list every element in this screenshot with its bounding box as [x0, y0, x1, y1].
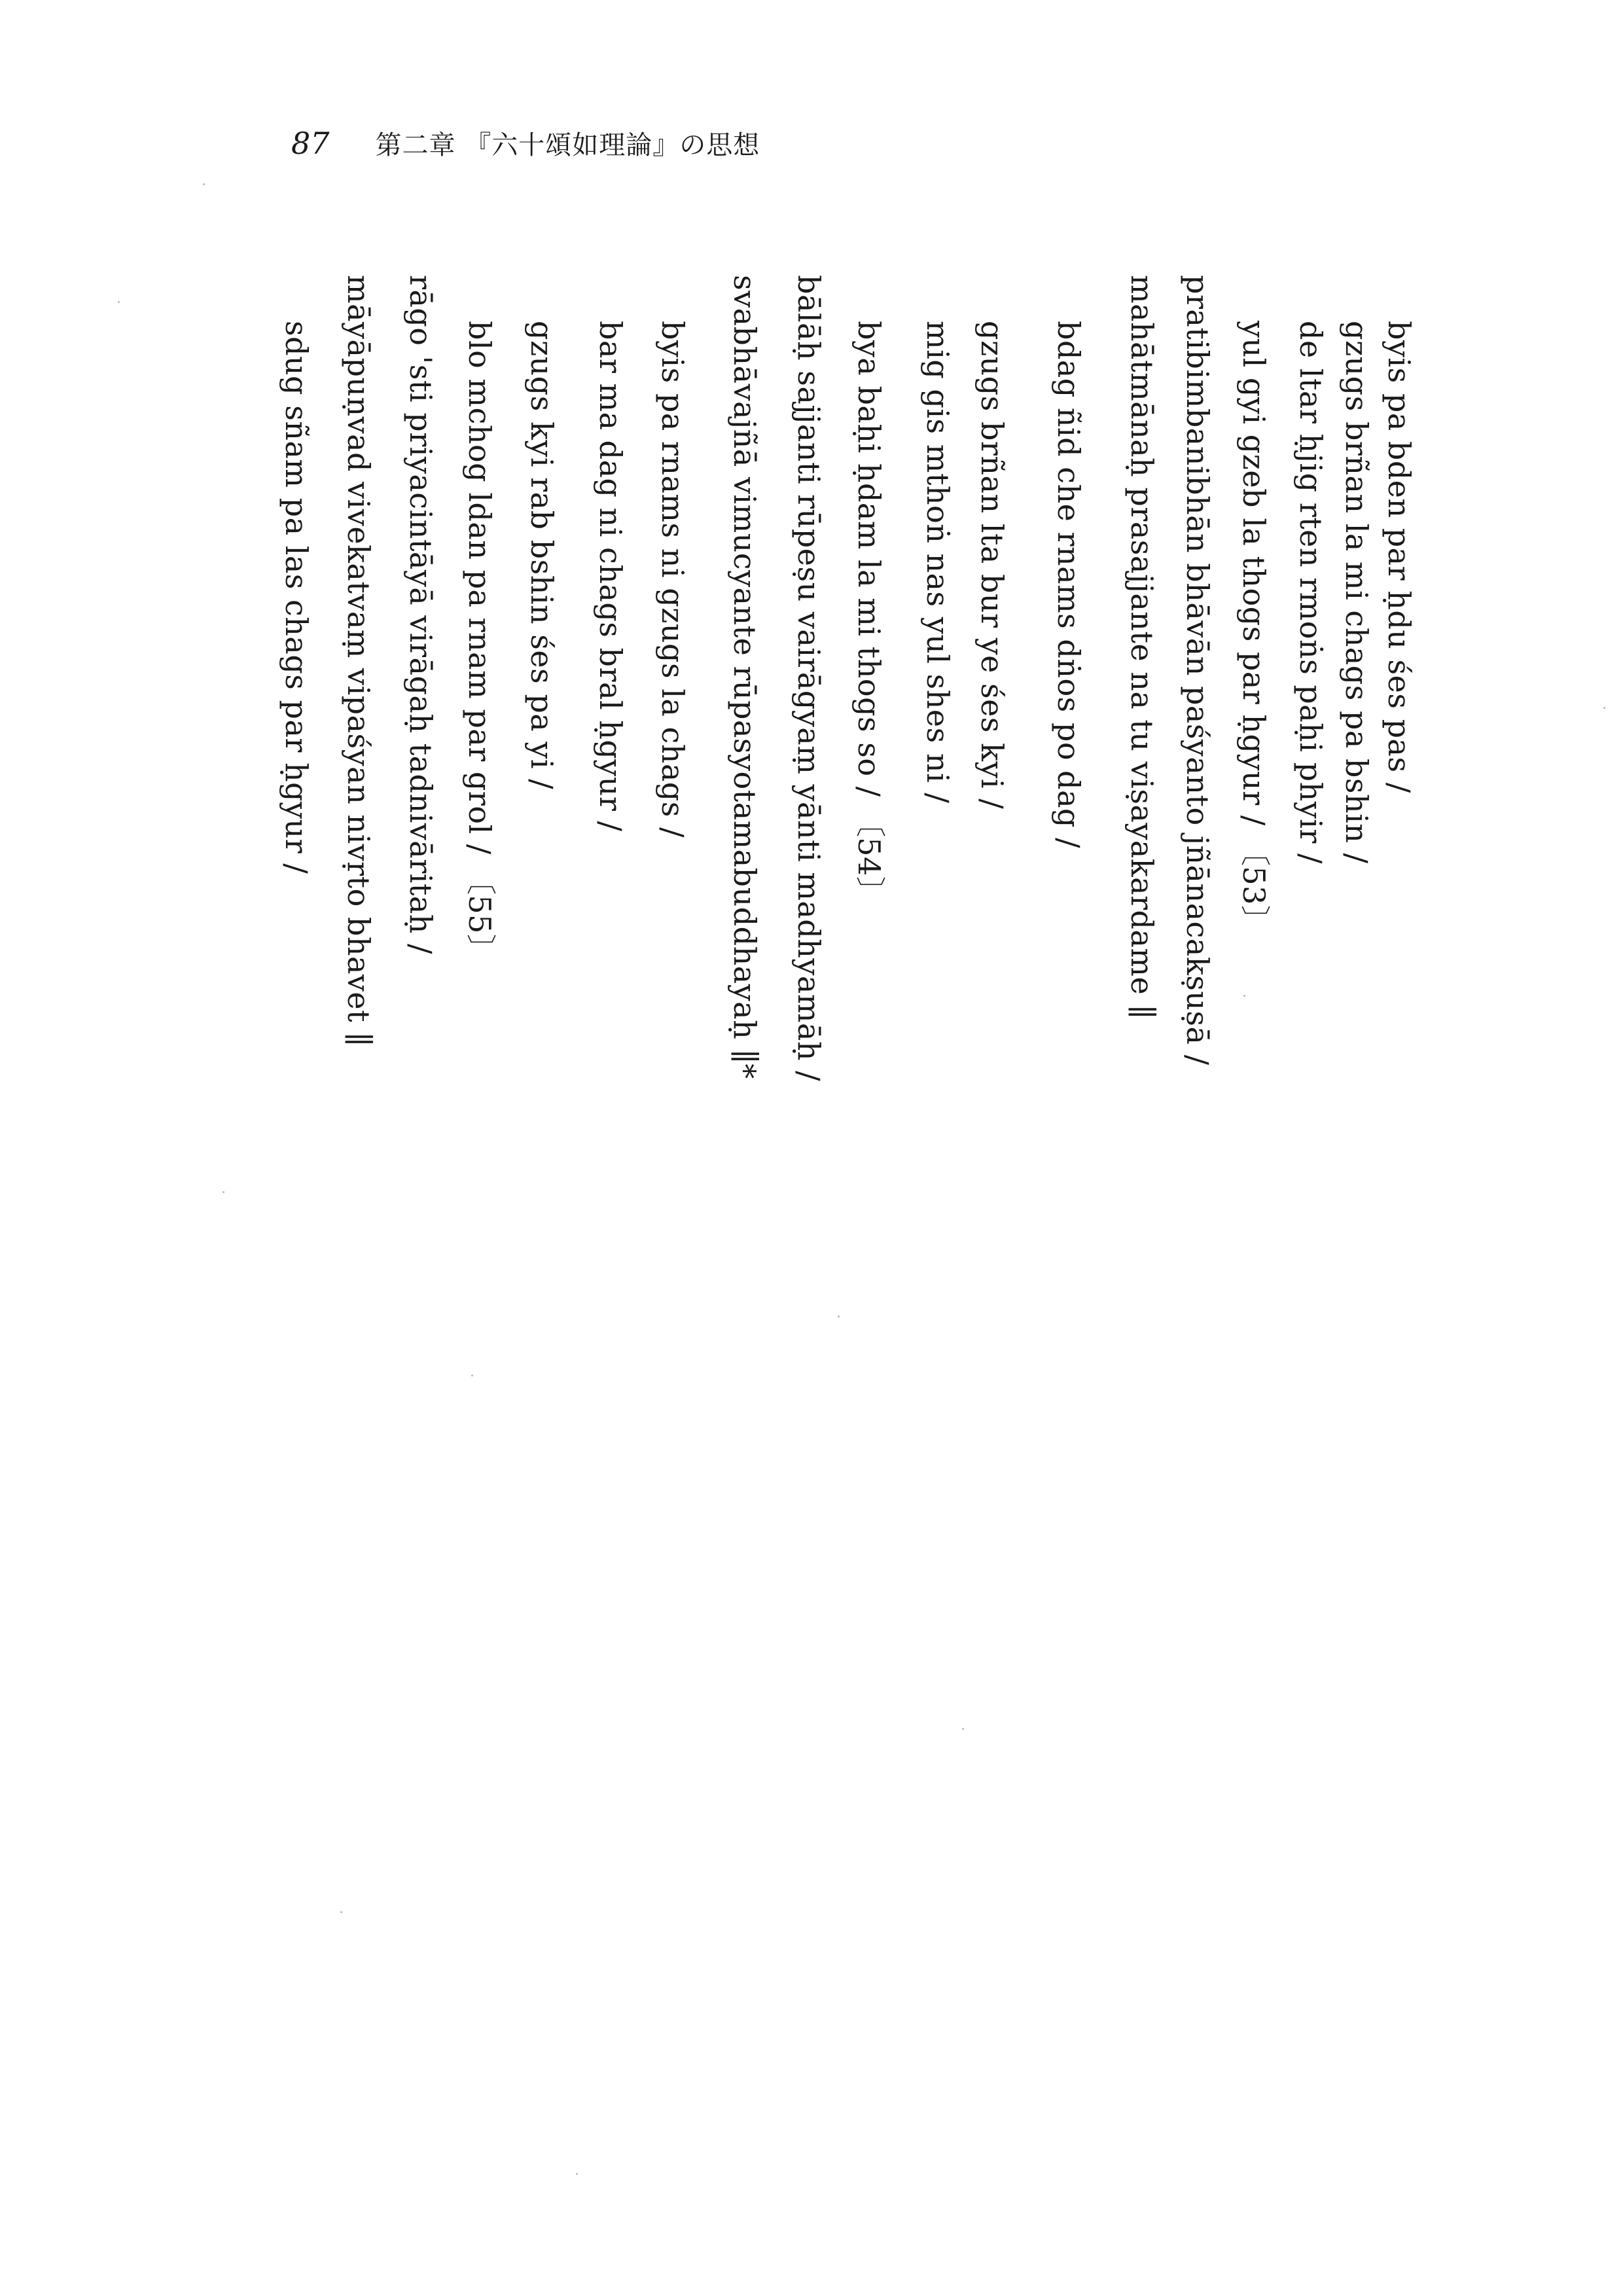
verse-line: byis pa rnams ni gzugs la chags /	[655, 321, 690, 838]
verse-line: pratibimbanibhān bhāvān paśyanto jñānacakṣuṣā /	[1180, 275, 1215, 1066]
verse-line: yul gyi gzeb la thogs par ḥgyur / 〔53〕	[1236, 321, 1272, 936]
scan-speck	[471, 1374, 473, 1376]
verse-line: de ltar ḥjig rten rmoṅs paḥi phyir /	[1293, 321, 1329, 865]
scan-speck	[576, 2173, 578, 2175]
scan-speck	[223, 1191, 224, 1193]
scan-speck	[118, 301, 120, 303]
scan-speck	[340, 1911, 342, 1913]
scan-speck	[962, 1728, 964, 1730]
verse-line: māyāpuṇvad vivekatvaṃ vipaśyan nivṛto bhavet ∥	[341, 275, 376, 1047]
verse-line: gzugs brñan lta bur ye śes kyi /	[974, 321, 1010, 810]
verse-line: svabhāvajñā vimucyante rūpasyotamabuddhayaḥ ∥*	[727, 275, 762, 1079]
chapter-title: 第二章 『六十頌如理論』の思想	[375, 130, 760, 160]
verse-line: mig gis mthoṅ nas yul shes ni /	[920, 321, 955, 804]
scan-speck	[1243, 995, 1245, 997]
verse-line: bya baḥi ḥdam la mi thogs so / 〔54〕	[851, 321, 887, 907]
verse-line: bālāḥ sajjanti rūpeṣu vairāgyaṃ yānti madhyamāḥ /	[791, 275, 827, 1082]
scan-speck	[203, 183, 205, 185]
page-number: 87	[291, 126, 330, 161]
verse-line: mahātmānaḥ prasajjante na tu viṣayakardame ∥	[1124, 275, 1160, 1020]
verse-line: rāgo 'sti priyacintāyā virāgaḥ tadnivāritaḥ /	[403, 275, 438, 955]
verse-line: sdug sñam pa las chags par ḥgyur /	[279, 321, 314, 874]
verse-line: gzugs brñan la mi chags pa bshin /	[1339, 321, 1374, 864]
verse-line: gzugs kyi rab bshin śes pa yi /	[524, 321, 560, 790]
verse-line: bdag ñid che rnams dṅos po dag /	[1051, 321, 1086, 849]
verse-line: byis pa bden par ḥdu śes pas /	[1382, 321, 1417, 793]
scan-speck	[1603, 707, 1605, 709]
verse-line: bar ma dag ni chags bral ḥgyur /	[593, 321, 628, 832]
scan-speck	[838, 1316, 840, 1318]
verse-line: blo mchog ldan pa rnam par grol / 〔55〕	[462, 321, 497, 965]
